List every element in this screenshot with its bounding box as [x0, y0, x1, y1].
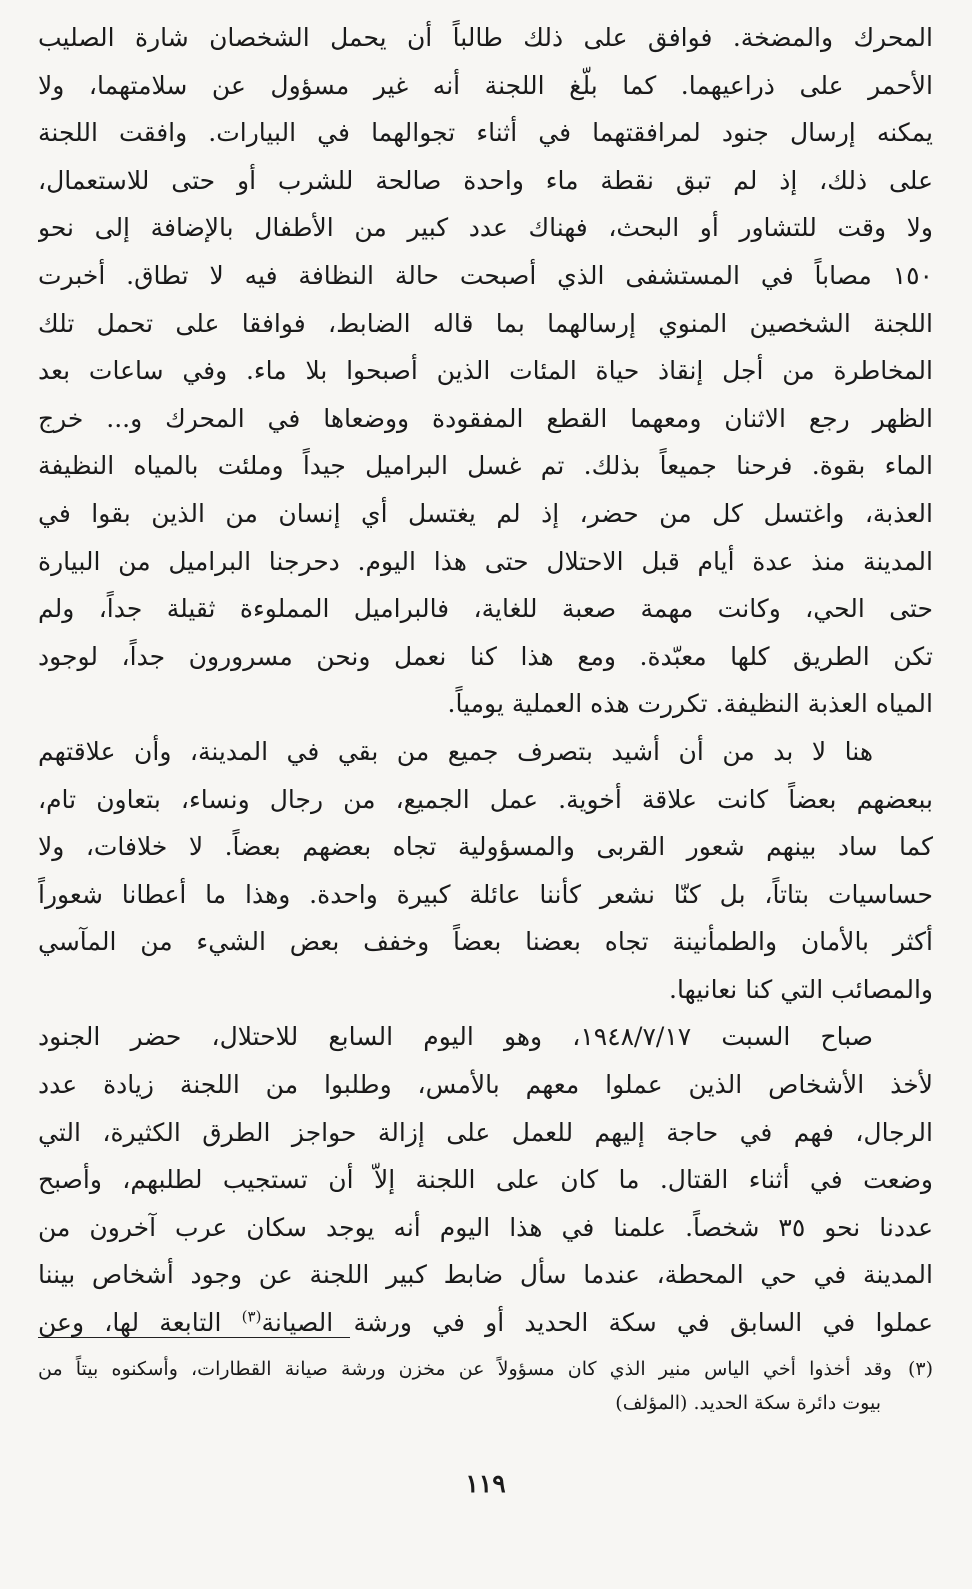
text-line: اللجنة الشخصين المنوي إرسالهما بما قاله الضابط، فوافقا على تحمل تلك [38, 308, 933, 338]
text-line: كما ساد بينهم شعور القربى والمسؤولية تجاه بعضهم بعضاً. لا خلافات، ولا [38, 832, 933, 862]
footnote-marker: (٣) [907, 1358, 933, 1380]
text-line: لأخذ الأشخاص الذين عملوا معهم بالأمس، وطلبوا من اللجنة زيادة عدد [38, 1070, 933, 1100]
text-line: ولا وقت للتشاور أو البحث، فهناك عدد كبير من الأطفال بالإضافة إلى نحو [38, 213, 933, 243]
text-line: أكثر بالأمان والطمأنينة تجاه بعضنا بعضاً وخفف بعض الشيء من المآسي [38, 927, 933, 957]
footnote-divider [38, 1337, 350, 1338]
text-line: الرجال، فهم في حاجة إليهم للعمل على إزالة حواجز الطرق الكثيرة، التي [38, 1117, 933, 1147]
paragraph-1 [38, 14, 933, 728]
text-line: المدينة في حي المحطة، عندما سأل ضابط كبير اللجنة عن وجود أشخاص بيننا [38, 1260, 933, 1290]
footnote [38, 1352, 933, 1420]
text-line: صباح السبت ١٩٤٨/٧/١٧، وهو اليوم السابع للاحتلال، حضر الجنود [38, 1022, 873, 1052]
text-line: الماء بقوة. فرحنا جميعاً بذلك. تم غسل البراميل جيداً وملئت بالمياه النظيفة [38, 451, 933, 481]
text-line: المدينة منذ عدة أيام قبل الاحتلال حتى هذا اليوم. دحرجنا البراميل من البيارة [38, 546, 933, 576]
paragraph-2 [38, 728, 933, 1014]
text-line: عددنا نحو ٣٥ شخصاً. علمنا في هذا اليوم أنه يوجد سكان عرب آخرون من [38, 1212, 933, 1242]
text-line: يمكنه إرسال جنود لمرافقتهما في أثناء تجوالهما في البيارات. وافقت اللجنة [38, 118, 933, 148]
footnote-reference[interactable]: (٣) [241, 1307, 262, 1326]
text-line: ١٥٠ مصاباً في المستشفى الذي أصبحت حالة النظافة فيه لا تطاق. أخبرت [38, 260, 933, 290]
page-number: ١١٩ [465, 1469, 506, 1498]
text-line: حتى الحي، وكانت مهمة صعبة للغاية، فالبراميل المملوءة ثقيلة جداً، ولم [38, 594, 933, 624]
text-segment: عملوا في السابق في سكة الحديد أو في ورشة الصيانة [261, 1308, 933, 1338]
text-line: ببعضهم بعضاً كانت علاقة أخوية. عمل الجميع، من رجال ونساء، بتعاون تام، [38, 784, 933, 814]
text-line: والمصائب التي كنا نعانيها. [669, 974, 933, 1004]
text-line: هنا لا بد من أن أشيد بتصرف جميع من بقي في المدينة، وأن علاقتهم [38, 736, 873, 766]
text-line: وضعت في أثناء القتال. ما كان على اللجنة إلاّ أن تستجيب لطلبهم، وأصبح [38, 1165, 933, 1195]
text-line-with-footnote-ref [38, 1299, 933, 1347]
text-line: المياه العذبة النظيفة. تكررت هذه العملية يومياً. [447, 689, 933, 719]
text-line: الظهر رجع الاثنان ومعهما القطع المفقودة ووضعاها في المحرك و... خرج [38, 403, 933, 433]
text-line: العذبة، واغتسل كل من حضر، إذ لم يغتسل أي إنسان من الذين بقوا في [38, 498, 933, 528]
text-line: المخاطرة من أجل إنقاذ حياة المئات الذين أصبحوا بلا ماء. وفي ساعات بعد [38, 356, 933, 386]
text-segment: التابعة لها، وعن [38, 1308, 242, 1338]
paragraph-3 [38, 1013, 933, 1346]
text-line: تكن الطريق كلها معبّدة. ومع هذا كنا نعمل ونحن مسرورون جداً، لوجود [38, 641, 933, 671]
footnote-line [38, 1352, 933, 1386]
text-line: الأحمر على ذراعيهما. كما بلّغ اللجنة أنه غير مسؤول عن سلامتهما، ولا [38, 70, 933, 100]
text-line: على ذلك، إذ لم تبق نقطة ماء واحدة صالحة للشرب أو حتى للاستعمال، [38, 165, 933, 195]
footnote-line: بيوت دائرة سكة الحديد. (المؤلف) [615, 1392, 881, 1414]
text-line: المحرك والمضخة. فوافق على ذلك طالباً أن يحمل الشخصان شارة الصليب [38, 23, 933, 52]
book-page [38, 14, 933, 1574]
footnote-text: وقد أخذوا أخي الياس منير الذي كان مسؤولاً عن مخزن ورشة صيانة القطارات، وأسكنوه بيتاً من [38, 1358, 892, 1380]
text-line: حساسيات بتاتاً، بل كنّا نشعر كأننا عائلة كبيرة واحدة. وهذا ما أعطانا شعوراً [38, 879, 933, 909]
